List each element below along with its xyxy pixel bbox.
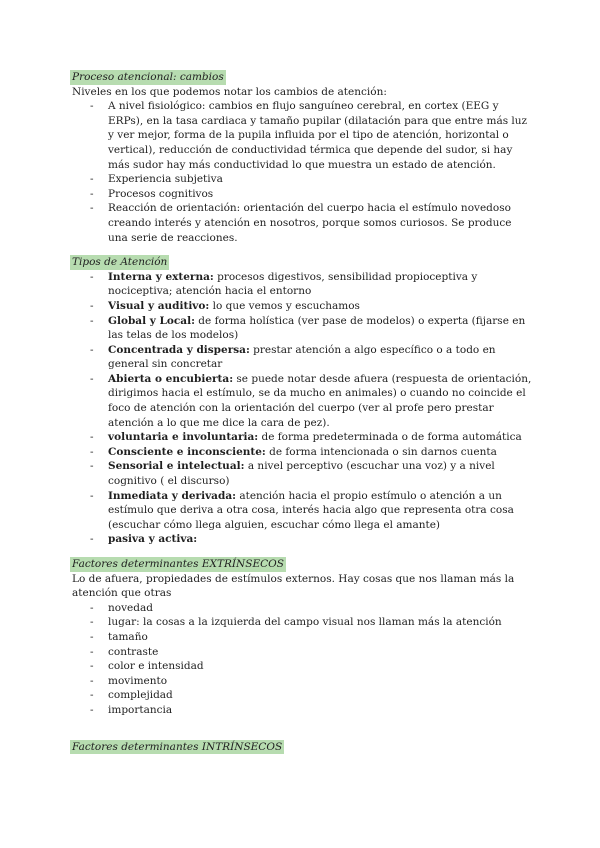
definition: lo que vemos y escuchamos <box>209 299 360 312</box>
list-item: - contraste <box>108 645 532 660</box>
bullet-list <box>72 270 532 547</box>
list-item: - movimento <box>108 674 532 689</box>
term: Abierta o encubierta: <box>108 372 234 385</box>
definition: de forma intencionada o sin darnos cuenta <box>265 445 497 458</box>
definition: atención hacia el propio estímulo o atención a un estímulo que deriva a otra cosa, interés hacia algo que representa otra cosa (escuchar cómo llega alguien, escuchar cómo llega el amante) <box>108 489 514 531</box>
list-item <box>108 459 532 488</box>
definition: procesos digestivos, sensibilidad propioceptiva y nociceptiva; atención hacia el entorno <box>108 270 478 298</box>
term: voluntaria e involuntaria: <box>108 431 259 444</box>
bullet-list <box>72 601 532 718</box>
list-item: - tamaño <box>108 630 532 645</box>
section-intro: Lo de afuera, propiedades de estímulos externos. Hay cosas que nos llaman más la atención que otras <box>72 572 515 600</box>
definition: de forma predeterminada o de forma automática <box>258 431 522 444</box>
list-item: - Reacción de orientación: orientación del cuerpo hacia el estímulo novedoso creando interés y atención en nosotros, porque somos curiosos. Se produce una serie de reacciones. <box>108 201 532 245</box>
list-item <box>108 314 532 343</box>
section-heading: Factores determinantes INTRÍNSECOS <box>72 740 283 753</box>
list-item: - complejidad <box>108 688 532 703</box>
term: Visual y auditivo: <box>108 299 210 312</box>
list-item <box>108 343 532 372</box>
section-proceso-atencional <box>72 70 532 245</box>
section-tipos-atencion <box>72 255 532 547</box>
list-item: - Procesos cognitivos <box>108 187 532 202</box>
term: Inmediata y derivada: <box>108 489 237 502</box>
definition: a nivel perceptivo (escuchar una voz) y a nivel cognitivo ( el discurso) <box>108 460 495 488</box>
section-factores-intrinsecos <box>72 740 532 755</box>
section-intro: Niveles en los que podemos notar los cambios de atención: <box>72 85 387 98</box>
term: Global y Local: <box>108 314 195 327</box>
list-item <box>108 532 532 547</box>
section-heading: Factores determinantes EXTRÍNSECOS <box>72 558 284 570</box>
bullet-list <box>72 99 532 245</box>
list-item <box>108 299 532 314</box>
definition: de forma holística (ver pase de modelos) o experta (fijarse en las telas de los modelos) <box>108 314 526 342</box>
list-item: - importancia <box>108 703 532 718</box>
list-item <box>108 445 532 460</box>
section-factores-extrinsecos <box>72 557 532 718</box>
list-item: - color e intensidad <box>108 659 532 674</box>
term: Sensorial e intelectual: <box>108 460 245 473</box>
list-item <box>108 489 532 533</box>
list-item: - A nivel fisiológico: cambios en flujo sanguíneo cerebral, en cortex (EEG y ERPs), en la tasa cardiaca y tamaño pupilar (dilatación para que entre más luz y ver mejor, forma de la pupila influida por el tipo de atención, horizontal o vertical), reducción de conductividad térmica que depende del sudor, si hay más sudor hay más conductividad lo que muestra un estado de atención. <box>108 99 532 172</box>
list-item <box>108 430 532 445</box>
list-item: - lugar: la cosas a la izquierda del campo visual nos llaman más la atención <box>108 615 532 630</box>
document-page <box>72 70 532 754</box>
section-heading: Tipos de Atención <box>72 256 168 269</box>
term: Concentrada y dispersa: <box>108 343 250 356</box>
list-item: - novedad <box>108 601 532 616</box>
term: pasiva y activa: <box>108 533 198 546</box>
definition: prestar atención a algo específico o a todo en general sin concretar <box>108 343 496 371</box>
definition: se puede notar desde afuera (respuesta de orientación, dirigimos hacia el estímulo, se da mucho en animales) o cuando no coincide el foco de atención con la orientación del cuerpo (ver al profe pero prestar atención a lo que me dice la cara de pez). <box>108 372 532 429</box>
list-item <box>108 372 532 430</box>
list-item: - Experiencia subjetiva <box>108 172 532 187</box>
term: Interna y externa: <box>108 270 214 283</box>
list-item <box>108 270 532 299</box>
term: Consciente e inconsciente: <box>108 445 266 458</box>
section-heading: Proceso atencional: cambios <box>72 71 224 83</box>
